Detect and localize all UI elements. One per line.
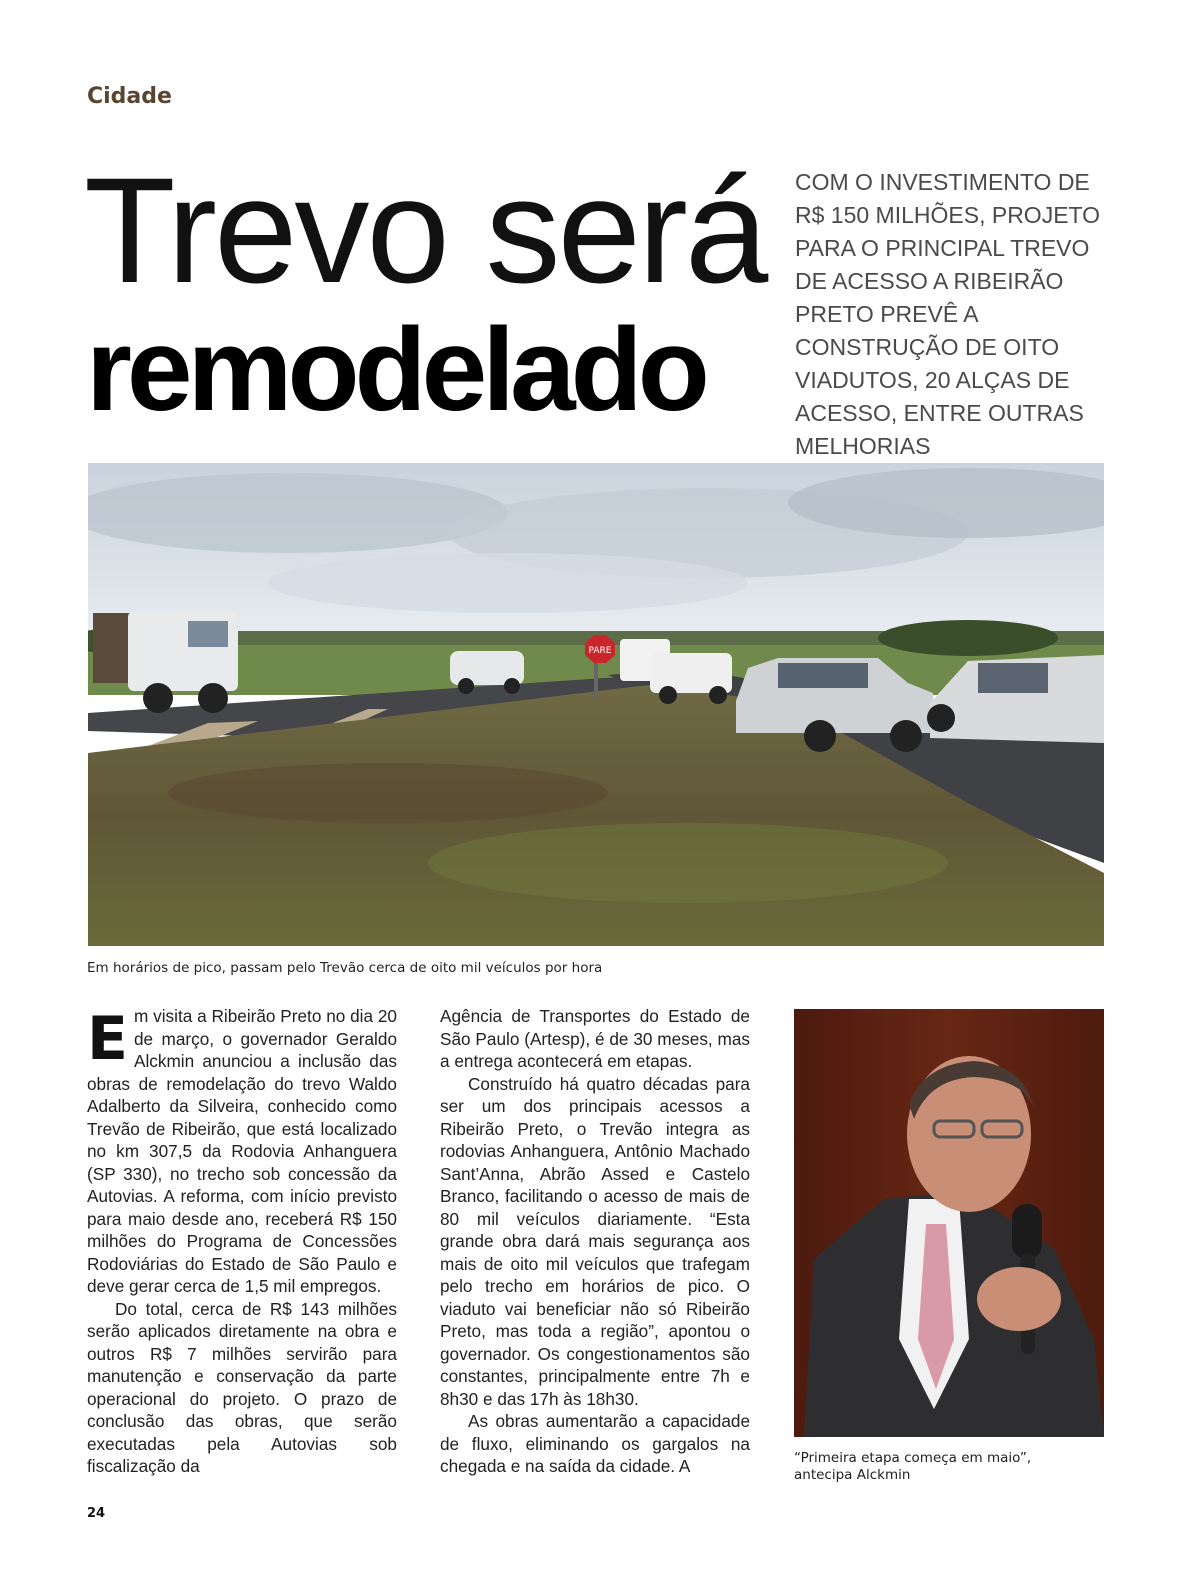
section-label: Cidade [87,84,172,109]
stop-sign-text: PARE [588,646,612,656]
article-paragraph: As obras aumentarão a capacidade de fluxo, eliminando os gargalos na chegada e na saída da cidade. A [440,1411,750,1476]
headline-line-1: Trevo será [84,146,766,314]
highway-photo [88,463,1104,946]
page-number: 24 [87,1506,106,1521]
article-deck: COM O INVESTIMENTO DE R$ 150 MILHÕES, PROJETO PARA O PRINCIPAL TREVO DE ACESSO A RIBEIRÃO PRETO PREVÊ A CONSTRUÇÃO DE OITO VIADUTOS, 20 ALÇAS DE ACESSO, ENTRE OUTRAS MELHORIAS [795,169,1101,459]
photo-caption: Em horários de pico, passam pelo Trevão cerca de oito mil veículos por hora [87,960,603,976]
governor-photo [794,1009,1104,1437]
portrait-caption: “Primeira etapa começa em maio”, antecipa Alckmin [794,1450,1032,1483]
article-column-1 [87,1005,397,1480]
article-paragraph: Em visita a Ribeirão Preto no dia 20 de março, o governador Geraldo Alckmin anunciou a inclusão das obras de remodelação do trevo Waldo Adalberto da Silveira, conhecido como Trevão de Ribeirão, que está localizado no km 307,5 da Rodovia Anhanguera (SP 330), no trecho sob concessão da Autovias. A reforma, com início previsto para maio desde ano, receberá R$ 150 milhões do Programa de Concessões Rodoviárias do Estado de São Paulo e deve gerar cerca de 1,5 mil empregos. [87,1005,397,1296]
drop-cap: E [87,1005,128,1074]
article-column-2 [440,1005,750,1480]
article-paragraph: Do total, cerca de R$ 143 milhões serão aplicados diretamente na obra e outros R$ 7 milhões servirão para manutenção e conservação da parte operacional do projeto. O prazo de conclusão das obras, que serão executadas pela Autovias sob fiscalização da [87,1298,397,1476]
article-paragraph: Agência de Transportes do Estado de São Paulo (Artesp), é de 30 meses, mas a entrega acontecerá em etapas. [440,1006,750,1071]
headline-line-2: remodelado [86,304,705,436]
article-paragraph: Construído há quatro décadas para ser um dos principais acessos a Ribeirão Preto, o Trevão integra as rodovias Anhanguera, Antônio Machado Sant’Anna, Abrão Assed e Castelo Branco, facilitando o acesso de mais de 80 mil veículos diariamente. “Esta grande obra dará mais segurança aos mais de oito mil veículos que trafegam pelo trecho em horários de pico. O viaduto vai beneficiar não só Ribeirão Preto, mas toda a região”, apontou o governador. Os congestionamentos são constantes, principalmente entre 7h e 8h30 e das 17h às 18h30. [440,1073,750,1409]
